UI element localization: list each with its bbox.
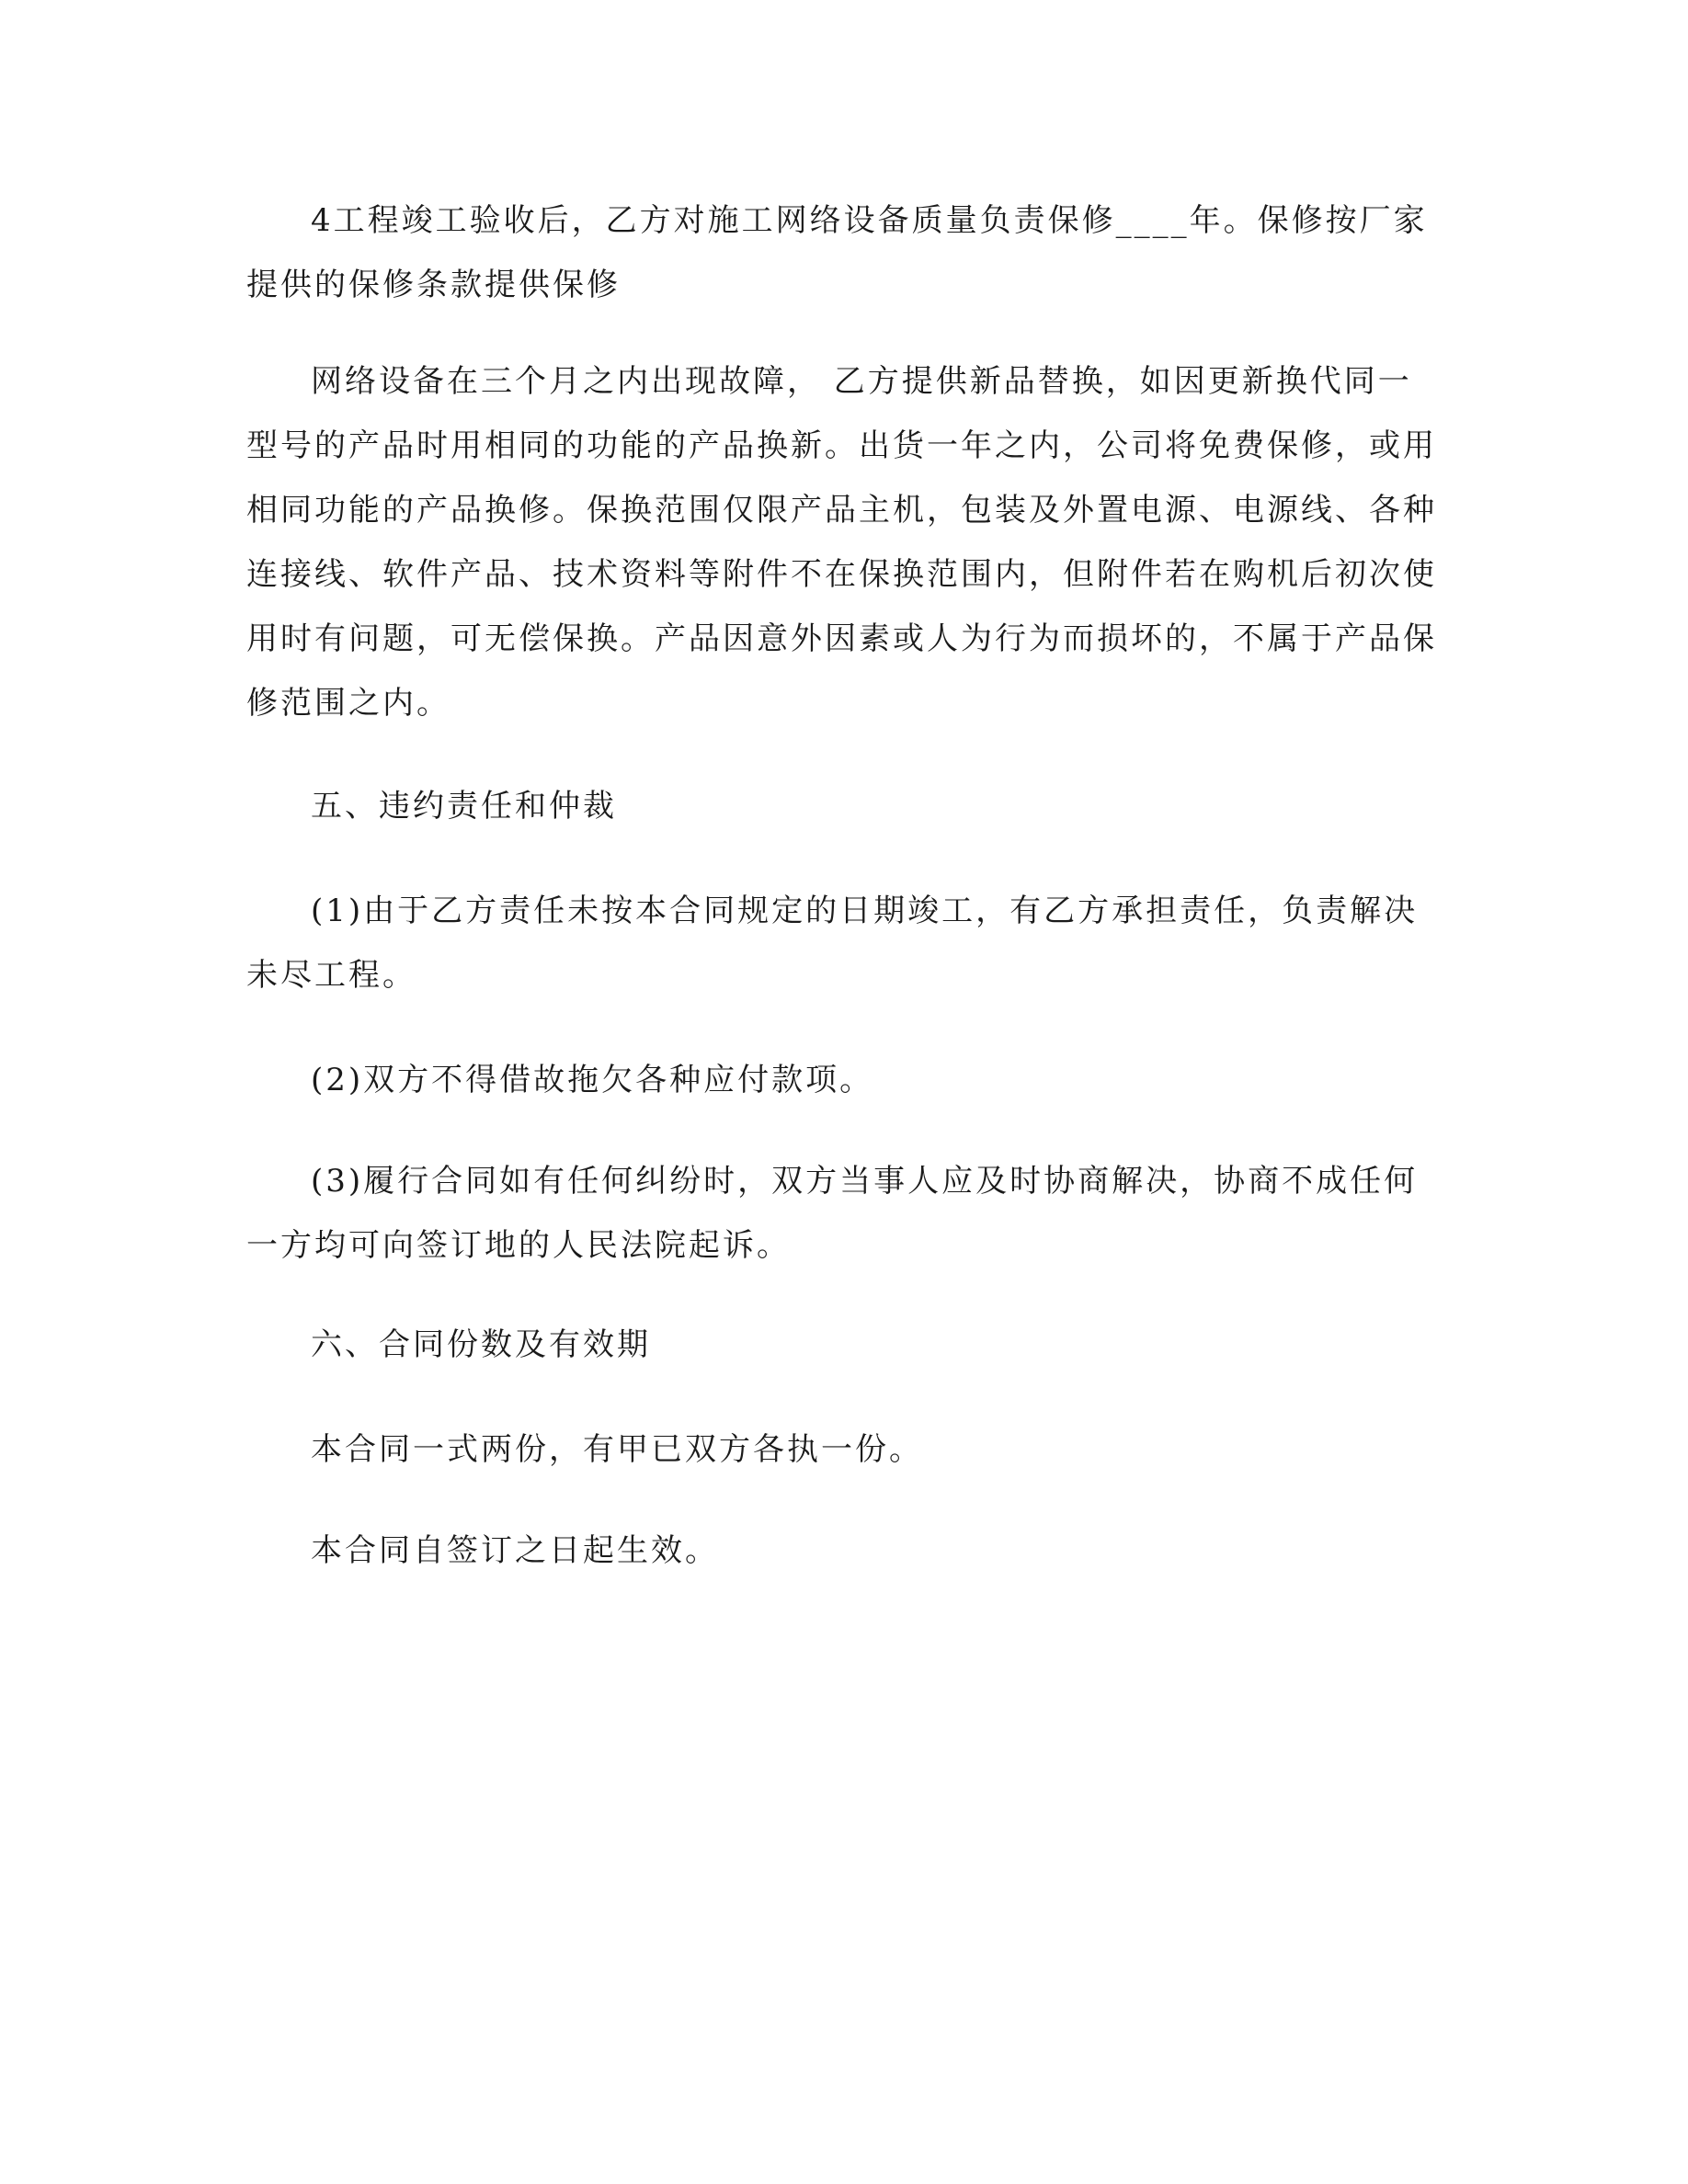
- clause-3-paragraph: (3)履行合同如有任何纠纷时，双方当事人应及时协商解决，协商不成任何一方均可向签订地的人民法院起诉。: [246, 1163, 1419, 1264]
- clause-2-paragraph: (2)双方不得借故拖欠各种应付款项。: [311, 1062, 874, 1098]
- effective-date-paragraph: 本合同自签订之日起生效。: [311, 1532, 719, 1569]
- copies-paragraph: 本合同一式两份，有甲已双方各执一份。: [311, 1431, 923, 1468]
- replacement-terms-paragraph: 网络设备在三个月之内出现故障， 乙方提供新品替换，如因更新换代同一型号的产品时用相同的功能的产品换新。出货一年之内，公司将免费保修，或用相同功能的产品换修。保换范围仅限产品主机，包装及外置电源、电源线、各种连接线、软件产品、技术资料等附件不在保换范围内，但附件若在购机后初次使用时有问题，可无偿保换。产品因意外因素或人为行为而损坏的，不属于产品保修范围之内。: [246, 363, 1437, 722]
- section-heading-copies-validity: 六、合同份数及有效期: [311, 1326, 651, 1363]
- warranty-clause-paragraph: 4工程竣工验收后，乙方对施工网络设备质量负责保修____年。保修按厂家提供的保修条款提供保修: [246, 202, 1428, 303]
- clause-1-paragraph: (1)由于乙方责任未按本合同规定的日期竣工，有乙方承担责任，负责解决未尽工程。: [246, 893, 1419, 994]
- section-heading-breach-arbitration: 五、违约责任和仲裁: [311, 788, 617, 825]
